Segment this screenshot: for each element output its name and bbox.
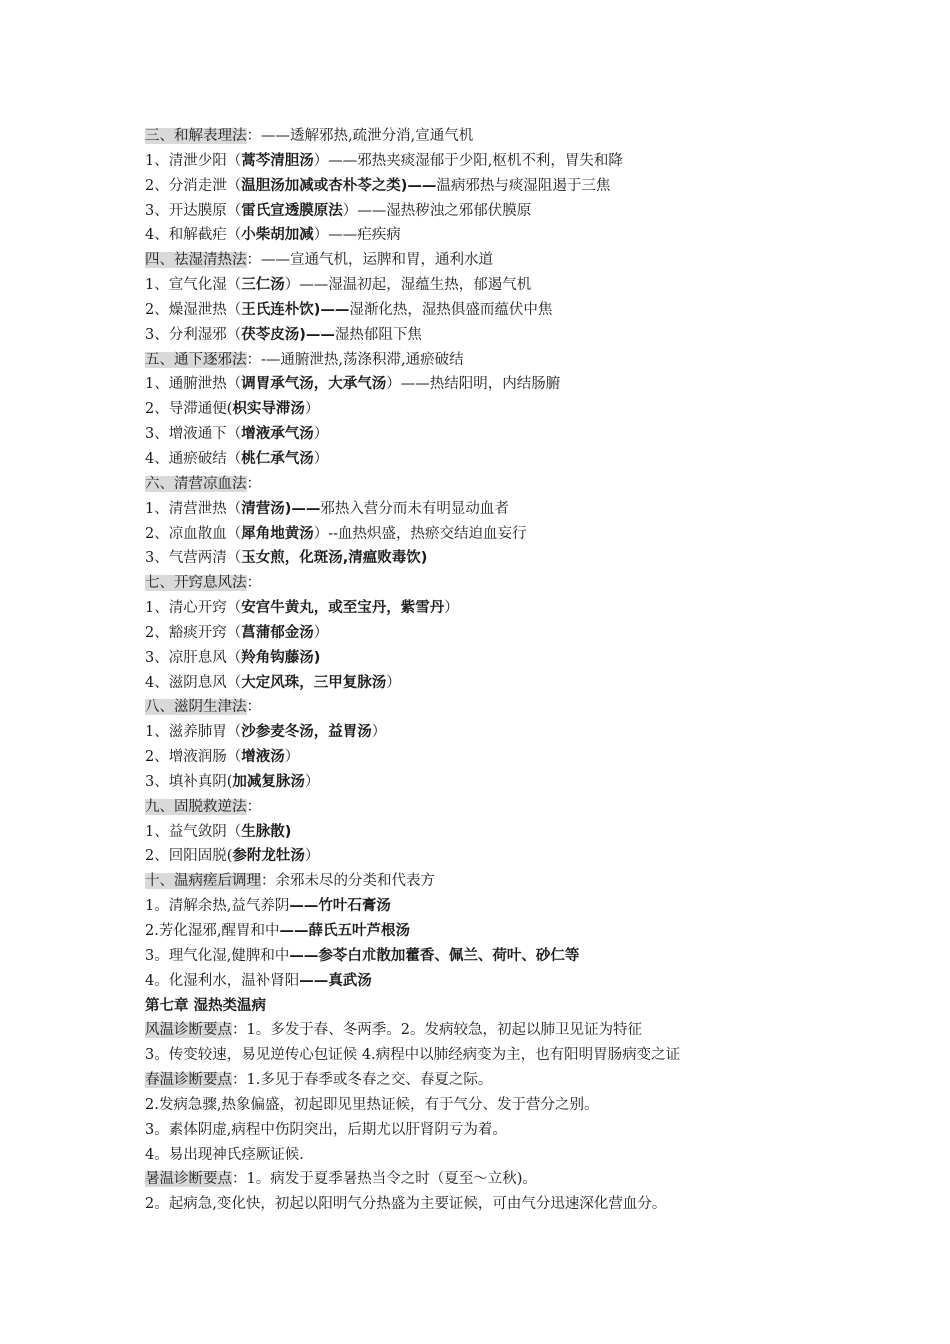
section-heading: 十、温病瘥后调理	[145, 873, 261, 890]
formula-name: 参附龙牡汤	[232, 848, 305, 865]
text-line	[145, 1068, 925, 1093]
text-line	[145, 869, 925, 894]
text-span: ：——宣通气机，运脾和胃，通利水道	[246, 252, 493, 269]
text-line	[145, 1043, 925, 1068]
formula-name: ——薛氏五叶芦根汤	[279, 923, 410, 939]
text-span: 湿渐化热，湿热俱盛而蕴伏中焦	[349, 301, 553, 318]
text-line	[145, 397, 925, 422]
text-span: 4、和解截疟（	[145, 227, 242, 244]
text-line	[145, 298, 925, 323]
formula-name: 沙参麦冬汤，益胃汤	[241, 724, 372, 741]
text-line	[145, 522, 925, 547]
text-span: 温病邪热与痰湿阻遏于三焦	[436, 177, 611, 194]
text-line	[145, 969, 925, 994]
text-line	[145, 497, 925, 522]
text-line	[145, 894, 925, 919]
document-page	[145, 124, 925, 1217]
text-span: ）--血热炽盛，热瘀交结迫血妄行	[313, 525, 527, 542]
text-span: 3、分利湿邪（	[145, 326, 242, 343]
text-span: 4。化湿利水，温补肾阳	[145, 972, 300, 989]
text-line	[145, 844, 925, 869]
text-span: ：-—通腑泄热,荡涤积滞,通瘀破结	[246, 351, 464, 368]
text-line	[145, 273, 925, 298]
text-span: 2、豁痰开窍（	[145, 624, 242, 641]
text-span: ：——透解邪热,疏泄分消,宣通气机	[246, 128, 474, 144]
text-line	[145, 646, 925, 671]
text-span: ）	[313, 624, 329, 641]
text-span: 2、燥湿泄热（	[145, 301, 242, 318]
text-span: 4。易出现神氏痉厥证候.	[145, 1146, 304, 1163]
text-span: 邪热入营分而未有明显动血者	[320, 500, 509, 517]
formula-name: 桃仁承气汤	[241, 450, 314, 467]
text-span: ：	[246, 798, 261, 815]
text-span: 1、益气敛阴（	[145, 823, 242, 840]
text-line	[145, 919, 925, 944]
text-line	[145, 422, 925, 447]
section-heading: 五、通下逐邪法	[145, 351, 247, 368]
text-span: ）	[444, 600, 459, 617]
text-span: ：1.多见于春季或冬春之交、春夏之际。	[232, 1072, 493, 1089]
formula-name: ——参苓白朮散加藿香、佩兰、荷叶、砂仁等	[289, 947, 580, 964]
formula-name: 茯苓皮汤)——	[241, 326, 335, 343]
text-span: ）	[304, 848, 320, 865]
text-span: 1、滋养肺胃（	[145, 724, 242, 741]
text-span: ）	[313, 426, 329, 443]
formula-name: 王氏连朴饮)——	[241, 301, 350, 318]
text-span: 2、回阳固脱(	[145, 848, 233, 865]
text-line	[145, 695, 925, 720]
text-span: ）	[371, 724, 387, 741]
text-span: ）——热结阳明，内结肠腑	[386, 376, 561, 393]
text-line	[145, 994, 925, 1019]
text-span: ）	[304, 401, 320, 418]
text-line	[145, 223, 925, 248]
section-heading: 四、祛湿清热法	[145, 252, 247, 269]
text-line	[145, 199, 925, 224]
text-line	[145, 124, 925, 149]
formula-name: 温胆汤加减或杏朴苓之类)——	[241, 177, 437, 194]
text-span: ）——疟疾病	[313, 227, 401, 244]
section-heading: 九、固脱救逆法	[145, 798, 247, 815]
text-line	[145, 820, 925, 845]
text-line	[145, 149, 925, 174]
text-line	[145, 1018, 925, 1043]
text-span: 3、开达膜原（	[145, 202, 242, 219]
text-span: 2.发病急骤,热象偏盛，初起即见里热证候，有于气分、发于营分之别。	[145, 1096, 599, 1113]
section-heading: 七、开窍息风法	[145, 575, 247, 592]
text-span: 4、通瘀破结（	[145, 450, 242, 467]
formula-name: 三仁汤	[241, 277, 285, 294]
text-span: 3、填补真阴(	[145, 773, 233, 790]
formula-name: 菖蒲郁金汤	[241, 624, 314, 641]
formula-name: 安宫牛黄丸，或至宝丹，紫雪丹	[241, 600, 445, 617]
text-line	[145, 1167, 925, 1192]
formula-name: 生脉散)	[241, 823, 292, 840]
formula-name: 调胃承气汤，大承气汤	[241, 376, 387, 393]
text-line	[145, 944, 925, 969]
text-line	[145, 447, 925, 472]
formula-name: 雷氏宣透膜原法	[241, 202, 343, 219]
text-span: 3。传变较速，易见逆传心包证候 4.病程中以肺经病变为主，也有阳明胃肠病变之证	[145, 1047, 681, 1064]
text-line	[145, 372, 925, 397]
text-span: 3、气营两清（	[145, 550, 242, 567]
text-span: 3、凉肝息风（	[145, 649, 242, 666]
text-line	[145, 1118, 925, 1143]
text-span: 1、清泄少阳（	[145, 152, 242, 169]
formula-name: 大定风珠，三甲复脉汤	[241, 674, 387, 691]
text-span: ）——湿温初起，湿蕴生热，郁遏气机	[284, 277, 532, 294]
formula-name: 加减复脉汤	[232, 773, 305, 790]
text-line	[145, 745, 925, 770]
text-span: 2、分消走泄（	[145, 177, 242, 194]
text-line	[145, 770, 925, 795]
text-span: 2。起病急,变化快，初起以阳明气分热盛为主要证候，可由气分迅速深化营血分。	[145, 1196, 667, 1213]
text-line	[145, 1192, 925, 1217]
formula-name: ——竹叶石膏汤	[289, 898, 391, 915]
text-line	[145, 248, 925, 273]
text-line	[145, 671, 925, 696]
text-span: ）	[284, 749, 300, 766]
text-line	[145, 174, 925, 199]
formula-name: 增液汤	[241, 749, 285, 766]
text-span: ）——湿热秽浊之邪郁伏膜原	[342, 202, 532, 219]
formula-name: 犀角地黄汤	[241, 525, 314, 542]
text-span: 1、通腑泄热（	[145, 376, 242, 393]
text-span: ：	[246, 699, 261, 716]
formula-name: 第七章 湿热类温病	[145, 997, 267, 1014]
text-span: 1、宣气化湿（	[145, 277, 242, 294]
text-line	[145, 720, 925, 745]
text-span: 3。素体阴虚,病程中伤阴突出，后期尤以肝肾阴亏为着。	[145, 1121, 507, 1138]
text-span: 2、导滞通便(	[145, 401, 233, 418]
formula-name: 羚角钩藤汤)	[241, 649, 321, 666]
formula-name: 清营汤)——	[241, 500, 321, 517]
text-span: 3。理气化湿,健脾和中	[145, 947, 290, 964]
formula-name: 蒿芩清胆汤	[241, 152, 314, 169]
text-span: 2、增液润肠（	[145, 749, 242, 766]
text-span: ：	[246, 575, 261, 592]
section-heading: 春温诊断要点	[145, 1072, 232, 1089]
text-span: ：1。病发于夏季暑热当令之时（夏至～立秋)。	[232, 1171, 537, 1188]
text-line	[145, 596, 925, 621]
text-span: 3、增液通下（	[145, 426, 242, 443]
text-span: ：余邪未尽的分类和代表方	[261, 873, 435, 890]
text-line	[145, 795, 925, 820]
formula-name: ——真武汤	[299, 972, 372, 989]
text-span: 1、清心开窍（	[145, 600, 242, 617]
text-span: 湿热郁阻下焦	[334, 326, 422, 343]
text-line	[145, 323, 925, 348]
text-span: ：1。多发于春、冬两季。2。发病较急，初起以肺卫见证为特征	[232, 1022, 642, 1039]
text-span: ）——邪热夹痰湿郁于少阳,枢机不利，胃失和降	[313, 152, 623, 169]
formula-name: 枳实导滞汤	[232, 401, 305, 418]
text-line	[145, 472, 925, 497]
text-line	[145, 348, 925, 373]
text-span: 1、清营泄热（	[145, 500, 242, 517]
text-line	[145, 571, 925, 596]
section-heading: 三、和解表理法	[145, 128, 247, 144]
text-span: ：	[246, 475, 261, 492]
text-span: ）	[386, 674, 401, 691]
text-line	[145, 1093, 925, 1118]
text-line	[145, 1143, 925, 1168]
section-heading: 八、滋阴生津法	[145, 699, 247, 716]
formula-name: 增液承气汤	[241, 426, 314, 443]
text-span: 2、凉血散血（	[145, 525, 242, 542]
text-span: ）	[304, 773, 320, 790]
section-heading: 六、清营凉血法	[145, 475, 247, 492]
text-span: 4、滋阴息风（	[145, 674, 242, 691]
formula-name: 玉女煎，化斑汤,清瘟败毒饮)	[241, 550, 428, 567]
text-line	[145, 546, 925, 571]
text-span: ）	[313, 450, 329, 467]
section-heading: 暑温诊断要点	[145, 1171, 232, 1188]
text-span: 1。清解余热,益气养阴	[145, 898, 290, 915]
section-heading: 风温诊断要点	[145, 1022, 232, 1039]
formula-name: 小柴胡加减	[241, 227, 314, 244]
text-span: 2.芳化湿邪,醒胃和中	[145, 923, 280, 939]
text-line	[145, 621, 925, 646]
